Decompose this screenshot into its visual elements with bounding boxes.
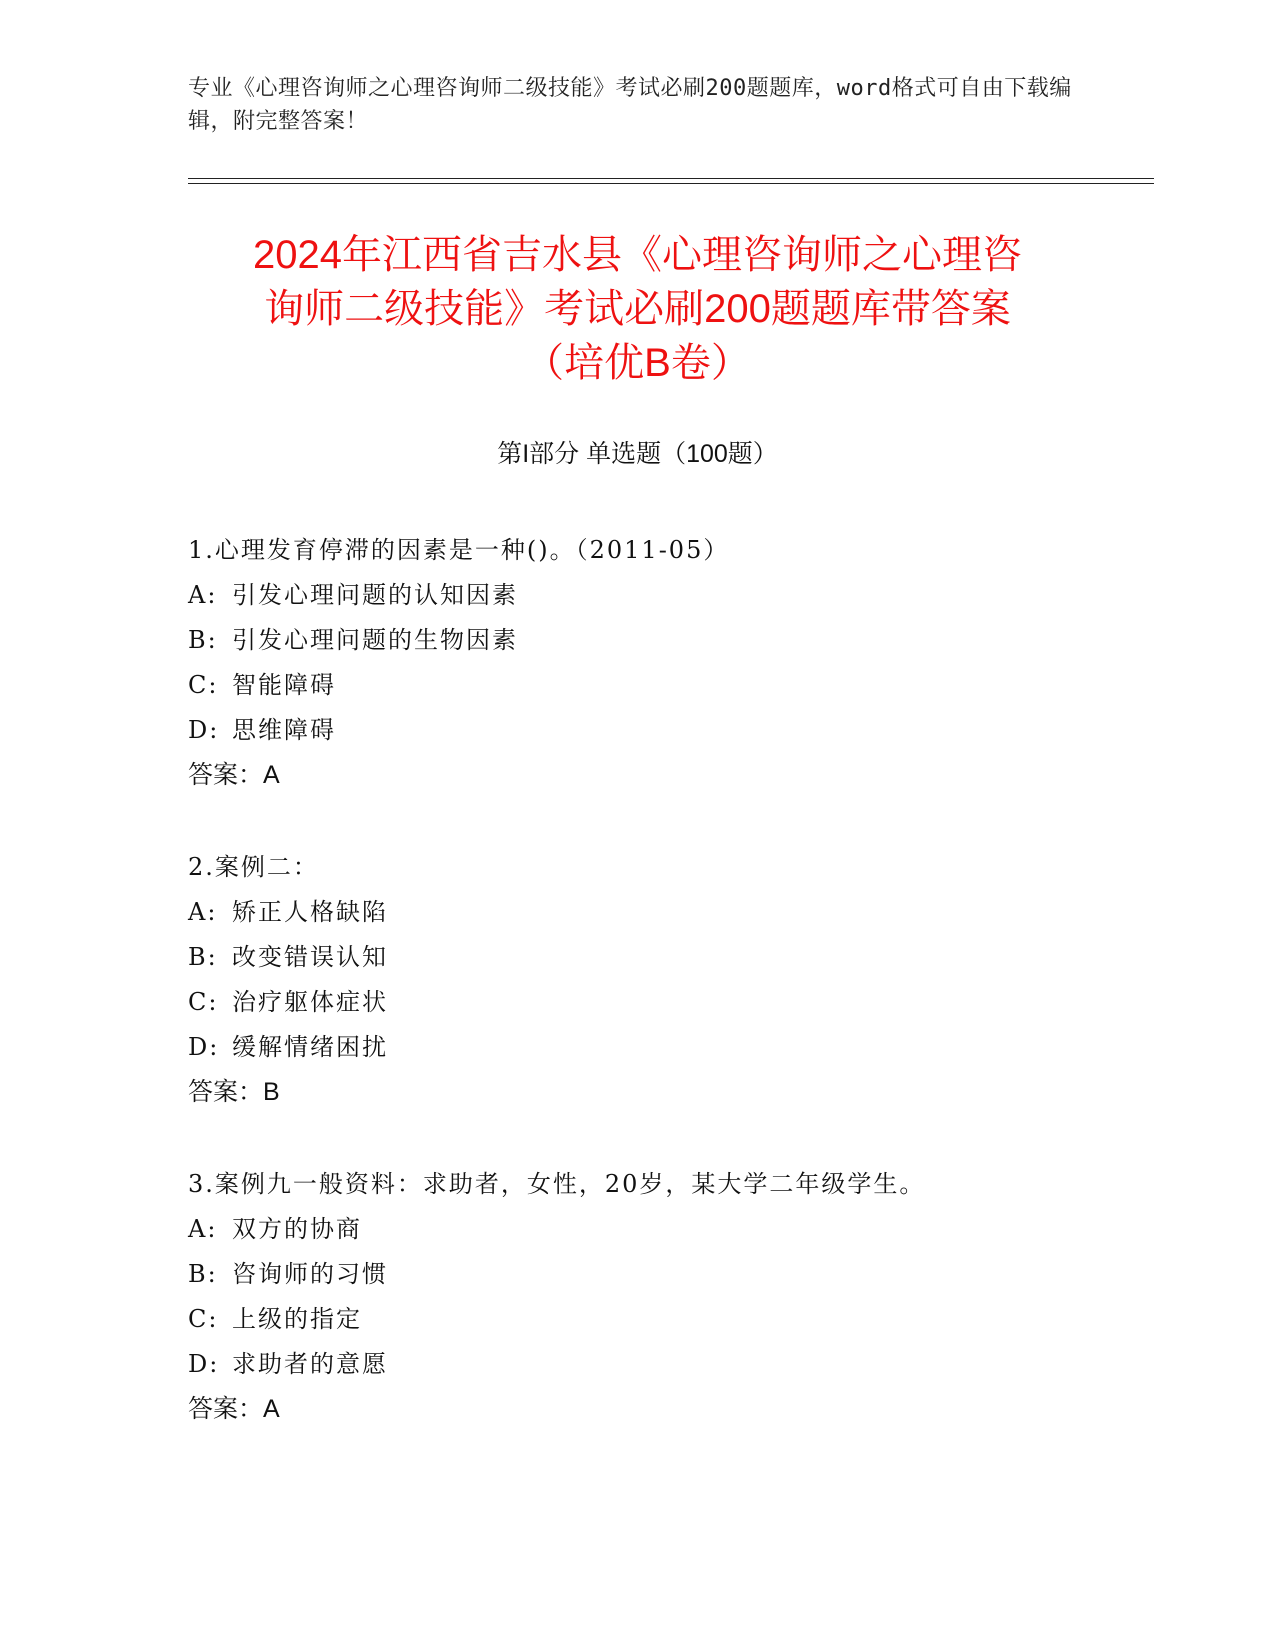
option-c <box>188 663 1088 708</box>
option-text: 改变错误认知 <box>232 943 388 971</box>
option-d <box>188 1025 1088 1070</box>
option-text: 咨询师的习惯 <box>232 1260 388 1288</box>
header-divider-top <box>188 178 1154 179</box>
question-2 <box>188 845 1088 1115</box>
question-stem: 3.案例九一般资料：求助者，女性，20岁，某大学二年级学生。 <box>188 1170 926 1198</box>
option-text: 治疗躯体症状 <box>232 988 388 1016</box>
answer-line: 答案：A <box>188 1395 280 1423</box>
option-text: 引发心理问题的认知因素 <box>232 581 518 609</box>
answer-line: 答案：B <box>188 1078 280 1106</box>
option-text: 求助者的意愿 <box>232 1350 388 1378</box>
option-b <box>188 618 1088 663</box>
question-stem: 2.案例二： <box>188 853 319 881</box>
option-key: D: <box>188 716 220 744</box>
option-key: A: <box>188 898 218 926</box>
option-text: 思维障碍 <box>232 716 336 744</box>
option-text: 双方的协商 <box>232 1215 362 1243</box>
answer-line: 答案：A <box>188 761 280 789</box>
option-a <box>188 890 1088 935</box>
option-text: 上级的指定 <box>232 1305 362 1333</box>
document-title-line-1: 2024年江西省吉水县《心理咨询师之心理咨 <box>253 233 1022 277</box>
question-stem: 1.心理发育停滞的因素是一种()。（2011-05） <box>188 536 730 564</box>
question-list <box>188 528 1088 1479</box>
option-key: B: <box>188 1260 218 1288</box>
option-key: C: <box>188 671 219 699</box>
section-heading: 第I部分 单选题（100题） <box>497 440 778 468</box>
option-key: D: <box>188 1033 220 1061</box>
option-a <box>188 573 1088 618</box>
option-key: C: <box>188 988 219 1016</box>
header-note: 专业《心理咨询师之心理咨询师二级技能》考试必刷200题题库，word格式可自由下载编辑，附完整答案！ <box>188 76 1072 134</box>
question-1 <box>188 528 1088 798</box>
option-key: D: <box>188 1350 220 1378</box>
option-text: 智能障碍 <box>232 671 336 699</box>
option-a <box>188 1207 1088 1252</box>
option-c <box>188 1297 1088 1342</box>
option-key: C: <box>188 1305 219 1333</box>
option-text: 引发心理问题的生物因素 <box>232 626 518 654</box>
option-key: B: <box>188 626 218 654</box>
option-key: A: <box>188 1215 218 1243</box>
document-title <box>150 228 1125 390</box>
option-b <box>188 1252 1088 1297</box>
option-b <box>188 935 1088 980</box>
option-key: B: <box>188 943 218 971</box>
question-3 <box>188 1162 1088 1432</box>
option-d <box>188 1342 1088 1387</box>
option-text: 缓解情绪困扰 <box>232 1033 388 1061</box>
document-title-line-3: （培优B卷） <box>524 341 751 385</box>
option-key: A: <box>188 581 218 609</box>
option-text: 矫正人格缺陷 <box>232 898 388 926</box>
option-d <box>188 708 1088 753</box>
document-title-line-2: 询师二级技能》考试必刷200题题库带答案 <box>264 287 1011 331</box>
option-c <box>188 980 1088 1025</box>
header-divider-bottom <box>188 183 1154 184</box>
